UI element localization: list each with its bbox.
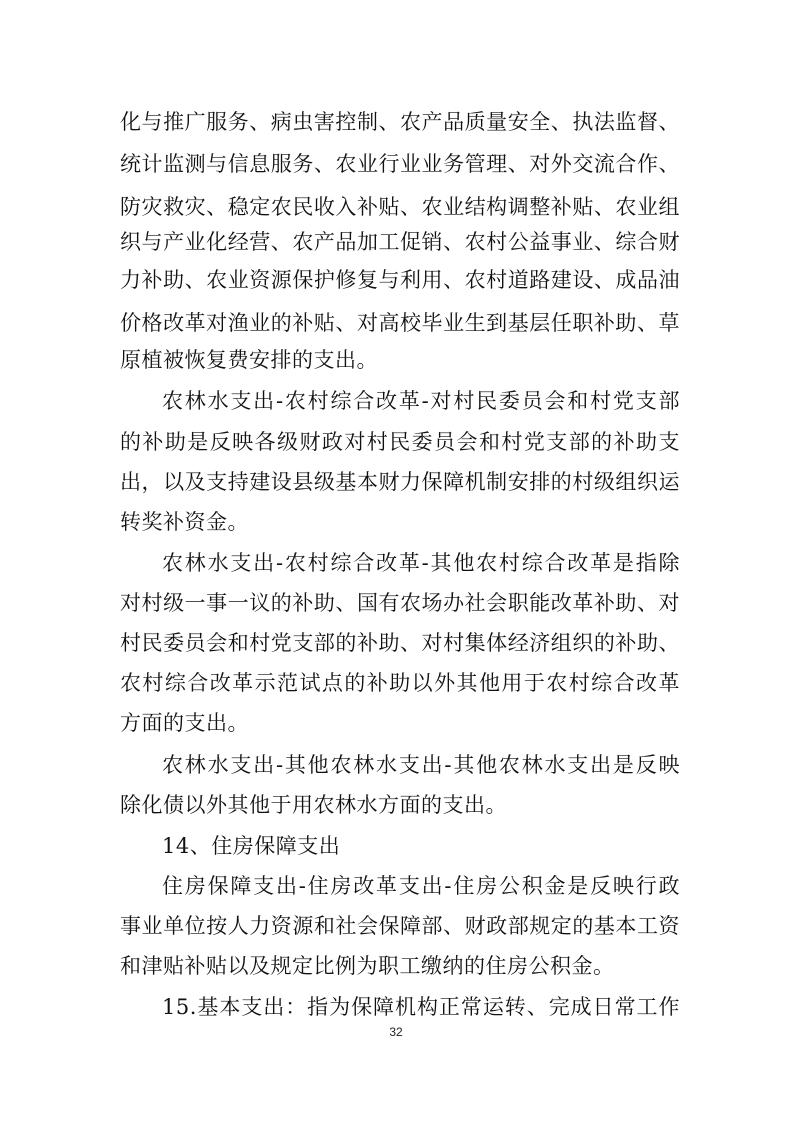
- body-text-line: 和津贴补贴以及规定比例为职工缴纳的住房公积金。: [120, 954, 615, 978]
- body-text-line: 出，以及支持建设县级基本财力保障机制安排的村级组织运: [120, 470, 680, 494]
- body-text-line: 对村级一事一议的补助、国有农场办社会职能改革补助、对: [120, 591, 680, 615]
- body-text-line: 统计监测与信息服务、农业行业业务管理、对外交流合作、: [120, 152, 680, 176]
- paragraph-first-line: 农林水支出-农村综合改革-对村民委员会和村党支部: [162, 389, 680, 413]
- paragraph-first-line: 农林水支出-农村综合改革-其他农村综合改革是指除: [162, 551, 680, 575]
- paragraph-first-line: 农林水支出-其他农林水支出-其他农林水支出是反映: [162, 753, 680, 777]
- body-text-line: 原植被恢复费安排的支出。: [120, 348, 378, 372]
- paragraph-first-line: 住房保障支出-住房改革支出-住房公积金是反映行政: [162, 874, 680, 898]
- body-text-line: 村民委员会和村党支部的补助、对村集体经济组织的补助、: [120, 631, 680, 655]
- body-text-line: 织与产业化经营、农产品加工促销、农村公益事业、综合财: [120, 230, 680, 254]
- body-text-line: 防灾救灾、稳定农民收入补贴、农业结构调整补贴、农业组: [120, 195, 680, 219]
- body-text-line: 化与推广服务、病虫害控制、农产品质量安全、执法监督、: [120, 110, 680, 134]
- section-heading: 14、住房保障支出: [162, 834, 341, 858]
- page-number: 32: [389, 1025, 403, 1039]
- body-text-line: 价格改革对渔业的补贴、对高校毕业生到基层任职补助、草: [120, 311, 680, 335]
- body-text-line: 事业单位按人力资源和社会保障部、财政部规定的基本工资: [120, 914, 680, 938]
- body-text-line: 方面的支出。: [120, 711, 249, 735]
- body-text-line: 力补助、农业资源保护修复与利用、农村道路建设、成品油: [120, 268, 680, 292]
- body-text-line: 除化债以外其他于用农林水方面的支出。: [120, 793, 507, 817]
- paragraph-first-line: 15.基本支出：指为保障机构正常运转、完成日常工作: [162, 995, 680, 1019]
- body-text-line: 转奖补资金。: [120, 510, 249, 534]
- body-text-line: 农村综合改革示范试点的补助以外其他用于农村综合改革: [120, 671, 680, 695]
- body-text-line: 的补助是反映各级财政对村民委员会和村党支部的补助支: [120, 430, 680, 454]
